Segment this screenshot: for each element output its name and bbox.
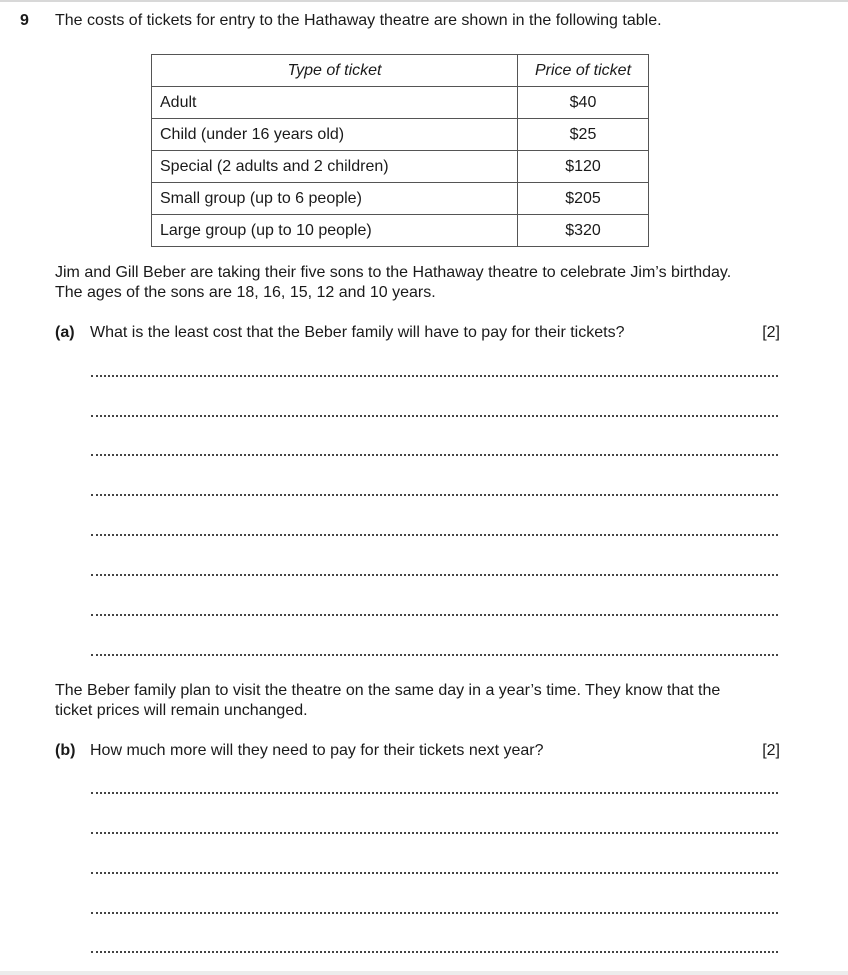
question-intro: The costs of tickets for entry to the Hathaway theatre are shown in the following table. bbox=[55, 12, 662, 29]
ticket-price: $320 bbox=[518, 215, 649, 247]
answer-line[interactable] bbox=[91, 614, 778, 616]
answer-line[interactable] bbox=[91, 574, 778, 576]
table-row bbox=[152, 183, 649, 215]
ticket-type: Child (under 16 years old) bbox=[152, 119, 518, 151]
header-type: Type of ticket bbox=[152, 55, 518, 87]
answer-line[interactable] bbox=[91, 912, 778, 914]
part-a-label: (a) bbox=[55, 324, 75, 341]
table-row bbox=[152, 119, 649, 151]
answer-line[interactable] bbox=[91, 454, 778, 456]
ticket-type: Large group (up to 10 people) bbox=[152, 215, 518, 247]
header-price: Price of ticket bbox=[518, 55, 649, 87]
table-row bbox=[152, 87, 649, 119]
part-b-label: (b) bbox=[55, 742, 76, 759]
context-line: The Beber family plan to visit the theatre on the same day in a year’s time. They know that the bbox=[55, 682, 721, 699]
ticket-type: Small group (up to 6 people) bbox=[152, 183, 518, 215]
bottom-bar bbox=[0, 971, 848, 975]
answer-line[interactable] bbox=[91, 494, 778, 496]
answer-line[interactable] bbox=[91, 832, 778, 834]
answer-line[interactable] bbox=[91, 534, 778, 536]
question-number: 9 bbox=[20, 12, 29, 29]
ticket-price: $120 bbox=[518, 151, 649, 183]
table-row bbox=[152, 215, 649, 247]
answer-line[interactable] bbox=[91, 415, 778, 417]
answer-line[interactable] bbox=[91, 375, 778, 377]
context-line: The ages of the sons are 18, 16, 15, 12 and 10 years. bbox=[55, 284, 436, 301]
answer-line[interactable] bbox=[91, 654, 778, 656]
answer-line[interactable] bbox=[91, 951, 778, 953]
table-header-row bbox=[152, 55, 649, 87]
part-a-text: What is the least cost that the Beber family will have to pay for their tickets? bbox=[90, 324, 625, 341]
context-line: ticket prices will remain unchanged. bbox=[55, 702, 308, 719]
ticket-price-table bbox=[151, 54, 649, 247]
answer-line[interactable] bbox=[91, 872, 778, 874]
ticket-type: Adult bbox=[152, 87, 518, 119]
part-b-text: How much more will they need to pay for their tickets next year? bbox=[90, 742, 544, 759]
part-b-marks: [2] bbox=[762, 742, 780, 759]
answer-line[interactable] bbox=[91, 792, 778, 794]
ticket-price: $25 bbox=[518, 119, 649, 151]
part-a-marks: [2] bbox=[762, 324, 780, 341]
top-divider bbox=[0, 0, 848, 2]
context-line: Jim and Gill Beber are taking their five sons to the Hathaway theatre to celebrate Jim’s birthday. bbox=[55, 264, 732, 281]
ticket-price: $205 bbox=[518, 183, 649, 215]
ticket-type: Special (2 adults and 2 children) bbox=[152, 151, 518, 183]
table-row bbox=[152, 151, 649, 183]
ticket-price: $40 bbox=[518, 87, 649, 119]
